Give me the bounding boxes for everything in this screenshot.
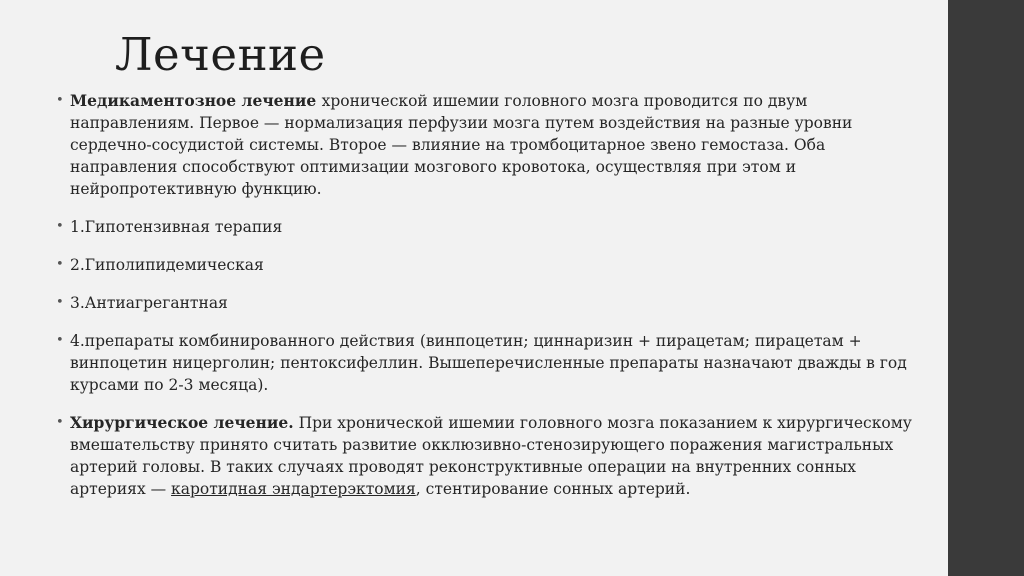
bullet-hypotensive xyxy=(56,216,916,238)
bullet-surgery xyxy=(56,412,916,500)
bullet-text: хронической ишемии головного мозга проводится по двум направлениям. Первое — нормализация перфузии мозга путем воздействия на разные уровни сердечно-сосудистой системы. Второе — влияние на тромбоцитарное звено гемостаза. Оба направления способствуют оптимизации мозгового кровотока, осуществляя при этом и нейропротективную функцию. xyxy=(70,92,853,198)
bullet-text: 1.Гипотензивная терапия xyxy=(70,218,283,236)
bullet-antiaggregant xyxy=(56,292,916,314)
bullet-medication xyxy=(56,90,916,200)
bullet-list xyxy=(56,90,916,516)
bullet-hypolipidemic xyxy=(56,254,916,276)
bullet-icon: • xyxy=(56,93,64,108)
bullet-text: При хронической ишемии головного мозга показанием к хирургическому вмешательству принято считать развитие окклюзивно-стенозирующего поражения магистральных артерий головы. В таких случаях проводят реконструктивные операции на внутренних сонных артериях — xyxy=(70,414,912,498)
bullet-heading: Хирургическое лечение. xyxy=(70,413,294,432)
right-dark-sidebar xyxy=(948,0,1024,576)
bullet-icon: • xyxy=(56,295,64,310)
bullet-text: 3.Антиагрегантная xyxy=(70,294,228,312)
bullet-icon: • xyxy=(56,333,64,348)
bullet-icon: • xyxy=(56,257,64,272)
bullet-text: 4.препараты комбинированного действия (винпоцетин; циннаризин + пирацетам; пирацетам + винпоцетин ницерголин; пентоксифеллин. Вышеперечисленные препараты назначают дважды в год курсами по 2-3 месяца). xyxy=(70,332,907,394)
bullet-text-after: , стентирование сонных артерий. xyxy=(415,480,691,498)
bullet-icon: • xyxy=(56,219,64,234)
bullet-heading: Медикаментозное лечение xyxy=(70,91,322,110)
bullet-text: 2.Гиполипидемическая xyxy=(70,256,264,274)
bullet-icon: • xyxy=(56,415,64,430)
slide-title: Лечение xyxy=(115,28,326,81)
endarterectomy-link[interactable]: каротидная эндартерэктомия xyxy=(171,480,416,498)
bullet-combined-drugs xyxy=(56,330,916,396)
